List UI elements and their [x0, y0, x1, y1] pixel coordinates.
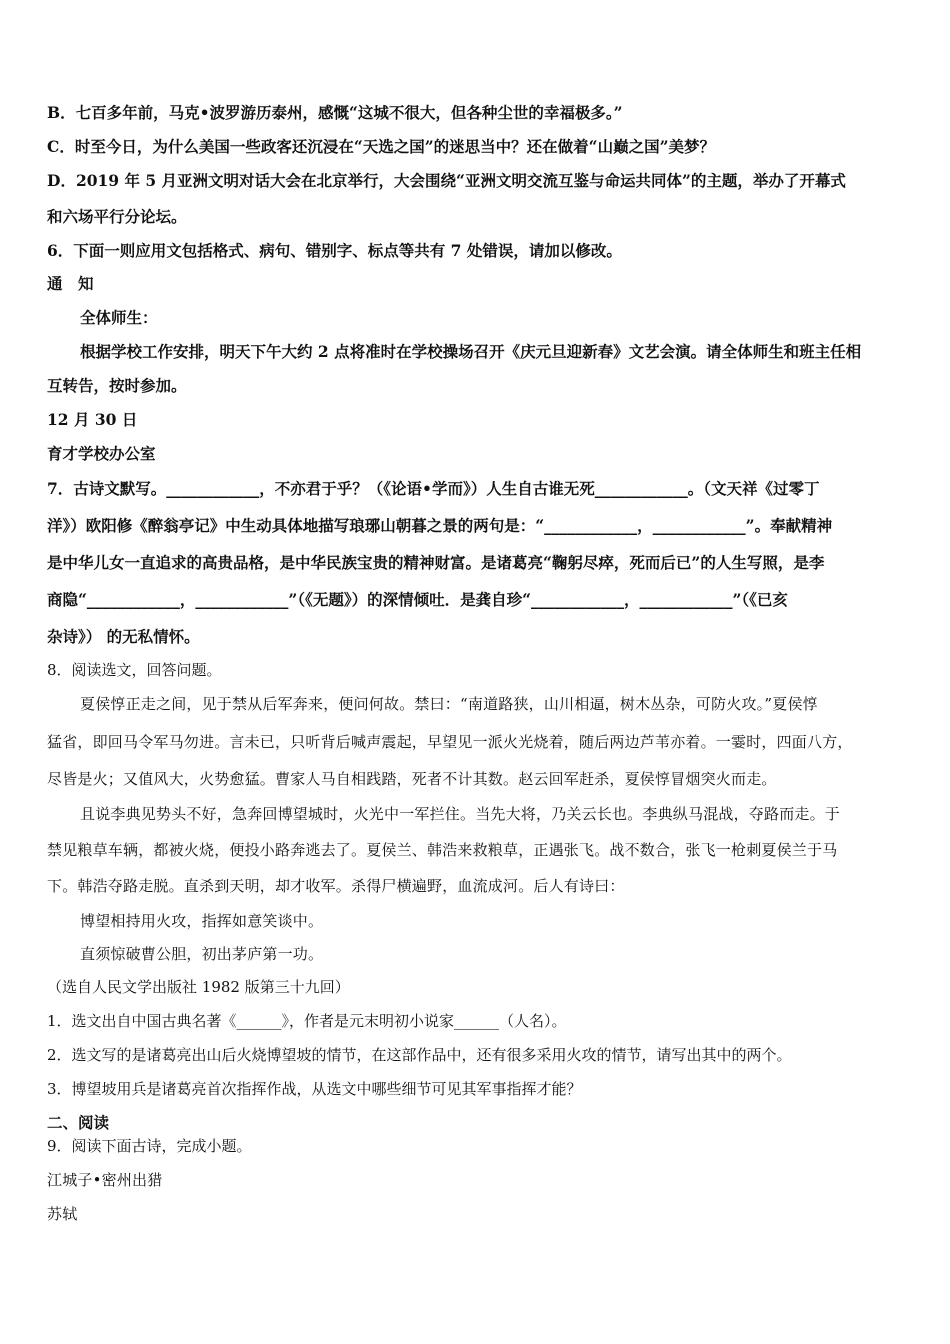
q8-p2-line3: 下。韩浩夺路走脱。直杀到天明，却才收军。杀得尸横遍野，血流成河。后人有诗曰： — [47, 877, 625, 895]
q8-p1-line2: 猛省，即回马令军马勿进。言未已，只听背后喊声震起，早望见一派火光烧着，随后两边芦苇亦着。一霎时，四面八方， — [47, 733, 853, 751]
q6-notice-title: 通 知 — [47, 274, 94, 293]
q5-option-b: B．七百多年前，马克•波罗游历泰州，感慨“这城不很大，但各种尘世的幸福极多。” — [47, 103, 623, 122]
q8-subquestion-2: 2．选文写的是诸葛亮出山后火烧博望坡的情节，在这部作品中，还有很多采用火攻的情节，请写出其中的两个。 — [47, 1046, 792, 1064]
q9-prompt: 9．阅读下面古诗，完成小题。 — [47, 1137, 252, 1155]
q5-option-d-line1: D．2019 年 5 月亚洲文明对话大会在北京举行，大会围绕“亚洲文明交流互鉴与命运共同体”的主题，举办了开幕式 — [47, 171, 846, 190]
q8-p1-line3: 尽皆是火；又值风大，火势愈猛。曹家人马自相践踏，死者不计其数。赵云回军赶杀，夏侯惇冒烟突火而走。 — [47, 770, 777, 788]
q8-poem-line2: 直须惊破曹公胆，初出茅庐第一功。 — [80, 945, 324, 963]
q8-poem-line1: 博望相持用火攻，指挥如意笑谈中。 — [80, 912, 324, 930]
q6-signature: 育才学校办公室 — [47, 444, 156, 463]
q7-line4: 商隐“____________，____________”（《无题》）的深情倾吐．是龚自珍“____________，____________”（《已亥 — [47, 590, 788, 609]
q8-p1-line1: 夏侯惇正走之间，见于禁从后军奔来，便问何故。禁曰：“南道路狭，山川相逼，树木丛杂，可防火攻。”夏侯惇 — [80, 695, 818, 713]
q6-body-line1: 根据学校工作安排，明天下午大约 2 点将准时在学校操场召开《庆元旦迎新春》文艺会演。请全体师生和班主任相 — [80, 342, 862, 361]
q7-line2: 洋》）欧阳修《醉翁亭记》中生动具体地描写琅琊山朝暮之景的两句是：“____________，____________”。奉献精神 — [47, 516, 833, 535]
poem-title: 江城子•密州出猎 — [47, 1171, 163, 1189]
q8-subquestion-1: 1．选文出自中国古典名著《______》，作者是元末明初小说家______（人名）。 — [47, 1012, 567, 1030]
q6-prompt: 6．下面一则应用文包括格式、病句、错别字、标点等共有 7 处错误，请加以修改。 — [47, 241, 622, 260]
q8-p2-line2: 禁见粮草车辆，都被火烧，便投小路奔逃去了。夏侯兰、韩浩来救粮草，正遇张飞。战不数合，张飞一枪刺夏侯兰于马 — [47, 841, 838, 859]
q8-prompt: 8．阅读选文，回答问题。 — [47, 661, 222, 679]
q6-body-line2: 互转告，按时参加。 — [47, 376, 187, 395]
q7-line3: 是中华儿女一直追求的高贵品格，是中华民族宝贵的精神财富。是诸葛亮“鞠躬尽瘁，死而后已”的人生写照，是李 — [47, 553, 825, 572]
q6-date: 12 月 30 日 — [47, 410, 138, 429]
q5-option-c: C．时至今日，为什么美国一些政客还沉浸在“天选之国”的迷思当中？还在做着“山巅之国”美梦？ — [47, 137, 716, 156]
q6-salutation: 全体师生： — [80, 308, 158, 327]
q8-source: （选自人民文学出版社 1982 版第三十九回） — [47, 978, 350, 996]
poem-author: 苏轼 — [47, 1205, 78, 1223]
q5-option-d-line2: 和六场平行分论坛。 — [47, 207, 187, 226]
q7-line1: 7．古诗文默写。____________，不亦君于乎？（《论语•学而》）人生自古谁无死____________。（文天祥《过零丁 — [47, 479, 820, 498]
section-heading-reading: 二、阅读 — [47, 1113, 110, 1132]
q8-subquestion-3: 3．博望坡用兵是诸葛亮首次指挥作战，从选文中哪些细节可见其军事指挥才能？ — [47, 1080, 582, 1098]
q7-line5: 杂诗》） 的无私情怀。 — [47, 627, 200, 646]
q8-p2-line1: 且说李典见势头不好，急奔回博望城时，火光中一军拦住。当先大将，乃关云长也。李典纵马混战，夺路而走。于 — [80, 805, 841, 823]
